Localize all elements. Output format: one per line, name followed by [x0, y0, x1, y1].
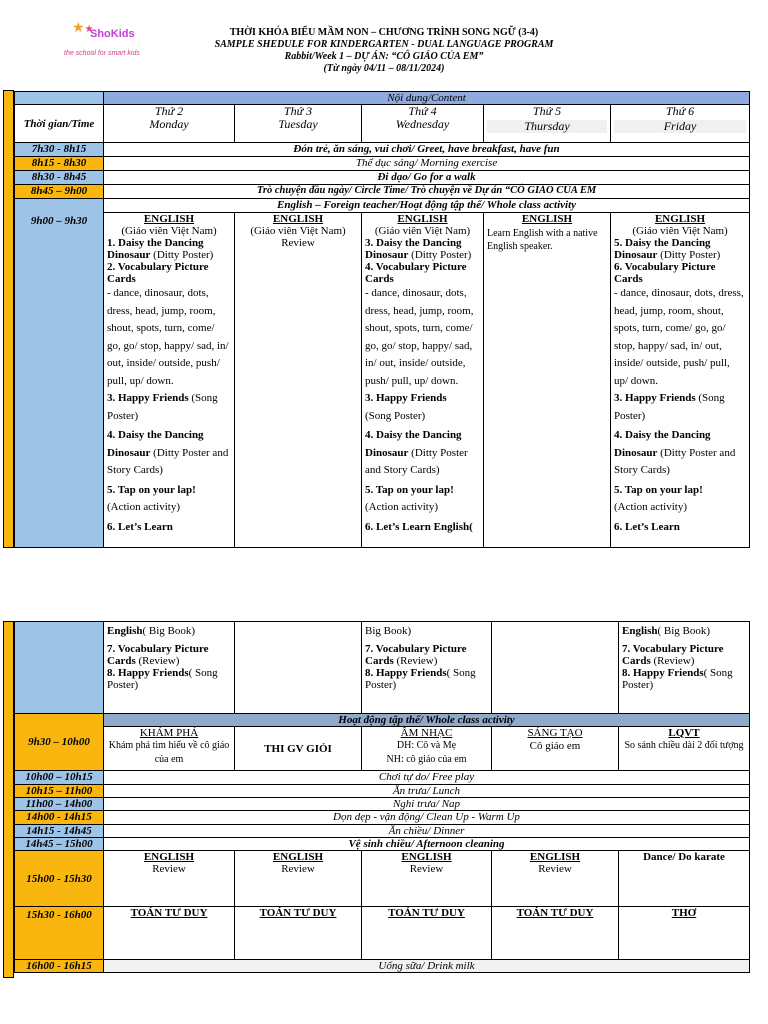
activity-friday	[619, 727, 750, 771]
english-thursday	[484, 213, 611, 548]
time-cell: 8h45 – 9h00	[15, 185, 104, 199]
activity-desc: NH: cô giáo của em	[386, 754, 467, 765]
activity-title: LQVT	[668, 727, 700, 739]
time-label: 9h30 – 10h00	[28, 736, 90, 748]
activity-title: KHÁM PHÁ	[139, 727, 199, 739]
pm-english-monday	[104, 851, 235, 907]
date-range: (Từ ngày 04/11 – 08/11/2024)	[323, 63, 445, 74]
item-note: ( Big Book)	[142, 625, 196, 637]
day-vi: Thứ 4	[408, 104, 437, 118]
english-heading: ENGLISH	[143, 851, 195, 863]
time-cell: 14h15 - 14h45	[15, 825, 104, 838]
time-cell: 11h00 – 14h00	[15, 798, 104, 811]
day-en: Wednesday	[395, 117, 450, 131]
item: 3. Happy Friends	[365, 392, 447, 404]
logo-brand: ShoKids	[90, 28, 135, 40]
item-note: (Song Poster)	[107, 392, 218, 422]
item: 4. Vocabulary Picture Cards	[365, 261, 467, 285]
english-heading: ENGLISH	[143, 213, 195, 225]
time-cell: 10h00 – 10h15	[15, 771, 104, 785]
item-note: (Action activity)	[365, 501, 439, 513]
time-cell-continued	[15, 622, 104, 714]
item: 6. Let’s Learn	[614, 520, 680, 533]
row-activity: Trò chuyện đầu ngày/ Circle Time/ Trò chuyện về Dự án “CÔ GIÁO CỦA EM	[104, 185, 750, 199]
item-note: (Song Poster)	[614, 392, 725, 422]
item-note: ( Song Poster)	[622, 667, 733, 691]
activity-tuesday: THI GV GIỎI	[235, 727, 362, 771]
left-strip-bottom	[3, 621, 14, 978]
day-en: Friday	[614, 120, 746, 133]
english-monday	[104, 213, 235, 548]
logo-tagline: the school for smart kids	[64, 50, 140, 57]
item-note: ( Big Book)	[657, 625, 711, 637]
item-note: ( Song Poster)	[107, 667, 218, 691]
english-friday	[611, 213, 750, 548]
item: 8. Happy Friends	[365, 667, 447, 679]
english-thursday-cont	[492, 622, 619, 714]
item: 3. Daisy the Dancing Dinosaur	[365, 237, 462, 261]
item: 5. Tap on your lap!	[365, 483, 454, 496]
title-vi: THỜI KHÓA BIỂU MẦM NON – CHƯƠNG TRÌNH SONG NGỮ (3-4)	[229, 27, 539, 38]
item: 3. Happy Friends	[107, 392, 189, 404]
english-heading: ENGLISH	[401, 851, 452, 863]
time-cell-english	[15, 199, 104, 548]
math-thursday: TOÁN TƯ DUY	[492, 907, 619, 960]
activity-desc: Khám phá tìm hiểu về cô giáo của em	[108, 740, 230, 765]
english-heading: ENGLISH	[272, 213, 324, 225]
item-note: (Review)	[393, 655, 438, 667]
schedule-table-top	[14, 91, 750, 548]
time-cell-pm-english	[15, 851, 104, 907]
row-activity: Thể dục sáng/ Morning exercise	[104, 157, 750, 171]
item-note: Big Book)	[365, 625, 412, 637]
item: 6. Let’s Learn English(	[365, 520, 473, 533]
item-note: (Action activity)	[614, 501, 688, 513]
schedule-table-bottom	[14, 621, 750, 973]
day-vi: Thứ 6	[665, 104, 695, 118]
time-label: 15h30 - 16h00	[26, 909, 92, 921]
vocab-list: - dance, dinosaur, dots, dress, head, jump, room, shout, spots, turn, come/ go, go/ stop, happy/ sad, in/ out, inside/ outside, push/ pull, up/ down.	[107, 287, 229, 387]
time-header: Thời gian/Time	[15, 105, 104, 143]
item: 4. Daisy the Dancing Dinosaur	[614, 429, 711, 459]
english-sub: (Giáo viên Việt Nam)	[121, 225, 217, 237]
time-cell: 8h15 - 8h30	[15, 157, 104, 171]
time-cell-activity	[15, 714, 104, 771]
item-note: (Ditty Poster and Story Cards)	[365, 446, 468, 476]
math-wednesday: TOÁN TƯ DUY	[362, 907, 492, 960]
item: 6. Let’s Learn	[107, 520, 173, 533]
activity-thursday	[492, 727, 619, 771]
activity-desc: DH: Cô và Mẹ	[396, 740, 457, 751]
time-cell: 16h00 - 16h15	[15, 960, 104, 973]
row-activity: Nghỉ trưa/ Nap	[104, 798, 750, 811]
item-note: (Ditty Poster)	[150, 249, 214, 261]
item: 7. Vocabulary Picture Cards	[107, 643, 209, 667]
math-tuesday: TOÁN TƯ DUY	[235, 907, 362, 960]
row-activity: Chơi tự do/ Free play	[104, 771, 750, 785]
activity-wednesday	[362, 727, 492, 771]
row-activity: Đi dạo/ Go for a walk	[104, 171, 750, 185]
stars-icon: ★★	[72, 21, 94, 36]
day-monday	[104, 105, 235, 143]
day-friday	[611, 105, 750, 143]
item: 8. Happy Friends	[107, 667, 189, 679]
item: 4. Daisy the Dancing Dinosaur	[365, 429, 462, 459]
english-tuesday-cont	[235, 622, 362, 714]
content-header: Nội dung/Content	[104, 92, 750, 105]
item-note: (Review)	[135, 655, 180, 667]
english-wednesday	[362, 213, 484, 548]
day-thursday	[484, 105, 611, 143]
poem-friday: THƠ	[619, 907, 750, 960]
activity-title: SÁNG TẠO	[527, 727, 583, 739]
day-en: Thursday	[487, 120, 607, 133]
review-label: Review	[281, 237, 315, 249]
item-note: (Action activity)	[107, 501, 181, 513]
time-cell: 7h30 - 8h15	[15, 143, 104, 157]
time-cell: 14h00 - 14h15	[15, 811, 104, 825]
review-label: Review	[409, 863, 444, 875]
time-label: 9h00 – 9h30	[30, 215, 88, 227]
english-band: English – Foreign teacher/Hoạt động tập thể/ Whole class activity	[104, 199, 750, 213]
review-label: Review	[152, 863, 186, 875]
english-sub: (Giáo viên Việt Nam)	[250, 225, 346, 237]
native-speaker-note: Learn English with a native English speaker.	[487, 228, 598, 252]
item: 7. Vocabulary Picture Cards	[622, 643, 724, 667]
day-wednesday	[362, 105, 484, 143]
vocab-list: - dance, dinosaur, dots, dress, head, jump, room, shout, spots, turn, come/ go, go/ stop, happy/ sad, in/ out, inside/ outside, push/ pull, up/ down.	[614, 287, 744, 387]
item: 5. Tap on your lap!	[614, 483, 703, 496]
pm-friday-dance: Dance/ Do karate	[619, 851, 750, 907]
item: 6. Vocabulary Picture Cards	[614, 261, 716, 285]
day-vi: Thứ 2	[154, 104, 184, 118]
activity-title: ÂM NHẠC	[400, 727, 453, 739]
row-activity: Đón trẻ, ăn sáng, vui chơi/ Greet, have breakfast, have fun	[104, 143, 750, 157]
week-project: Rabbit/Week 1 – DỰ ÁN: “CÔ GIÁO CỦA EM”	[284, 51, 484, 62]
item-note: (Ditty Poster)	[408, 249, 472, 261]
day-vi: Thứ 3	[283, 104, 313, 118]
time-cell-math	[15, 907, 104, 960]
english-monday-cont	[104, 622, 235, 714]
row-activity: Dọn dẹp - vận động/ Clean Up - Warm Up	[104, 811, 750, 825]
english-friday-cont	[619, 622, 750, 714]
row-activity: Ăn chiều/ Dinner	[104, 825, 750, 838]
item: 5. Daisy the Dancing Dinosaur	[614, 237, 711, 261]
item: English	[107, 625, 143, 637]
item-note: (Ditty Poster)	[657, 249, 721, 261]
review-label: Review	[281, 863, 315, 875]
item: 1. Daisy the Dancing Dinosaur	[107, 237, 204, 261]
day-en: Monday	[149, 117, 189, 131]
activity-desc: Cô giáo em	[529, 740, 581, 752]
english-heading: ENGLISH	[654, 213, 706, 225]
time-label: 15h00 - 15h30	[26, 872, 92, 885]
english-sub: (Giáo viên Việt Nam)	[374, 225, 471, 237]
item-note: (Ditty Poster and Story Cards)	[614, 446, 736, 476]
left-strip-top	[3, 90, 14, 548]
item: 2. Vocabulary Picture Cards	[107, 261, 209, 285]
math-monday: TOÁN TƯ DUY	[104, 907, 235, 960]
time-cell: 10h15 – 11h00	[15, 785, 104, 798]
item: 8. Happy Friends	[622, 667, 704, 679]
item: English	[622, 625, 658, 637]
item: 5. Tap on your lap!	[107, 483, 196, 496]
english-heading: ENGLISH	[272, 851, 324, 863]
pm-english-thursday	[492, 851, 619, 907]
day-vi: Thứ 5	[532, 104, 562, 118]
activity-desc: So sánh chiều dài 2 đối tượng	[624, 740, 744, 751]
row-activity: Vệ sinh chiều/ Afternoon cleaning	[104, 838, 750, 851]
english-heading: ENGLISH	[397, 213, 448, 225]
time-cell: 14h45 – 15h00	[15, 838, 104, 851]
english-sub: (Giáo viên Việt Nam)	[632, 225, 728, 237]
item: 7. Vocabulary Picture Cards	[365, 643, 467, 667]
title-en: SAMPLE SHEDULE FOR KINDERGARTEN - DUAL LANGUAGE PROGRAM	[214, 39, 554, 50]
english-wednesday-cont	[362, 622, 492, 714]
item: 4. Daisy the Dancing Dinosaur	[107, 429, 204, 459]
day-en: Tuesday	[278, 117, 318, 131]
item-note: (Song Poster)	[365, 409, 426, 422]
corner-cell	[15, 92, 104, 105]
item-note: (Review)	[650, 655, 695, 667]
english-heading: ENGLISH	[521, 213, 573, 225]
activity-monday	[104, 727, 235, 771]
vocab-list: - dance, dinosaur, dots, dress, head, jump, room, shout, spots, turn, come/ go, go/ stop, happy/ sad, in/ out, inside/ outside, push/ pull, up/ down.	[365, 287, 474, 387]
time-cell: 8h30 - 8h45	[15, 171, 104, 185]
item: 3. Happy Friends	[614, 392, 696, 404]
item-note: ( Song Poster)	[365, 667, 476, 691]
row-activity: Uống sữa/ Drink milk	[104, 960, 750, 973]
pm-english-tuesday	[235, 851, 362, 907]
english-heading: ENGLISH	[529, 851, 581, 863]
pm-english-wednesday	[362, 851, 492, 907]
day-tuesday	[235, 105, 362, 143]
english-tuesday	[235, 213, 362, 548]
row-activity: Ăn trưa/ Lunch	[104, 785, 750, 798]
activity-band: Hoạt động tập thể/ Whole class activity	[104, 714, 750, 727]
item-note: (Ditty Poster and Story Cards)	[107, 446, 229, 476]
review-label: Review	[538, 863, 572, 875]
